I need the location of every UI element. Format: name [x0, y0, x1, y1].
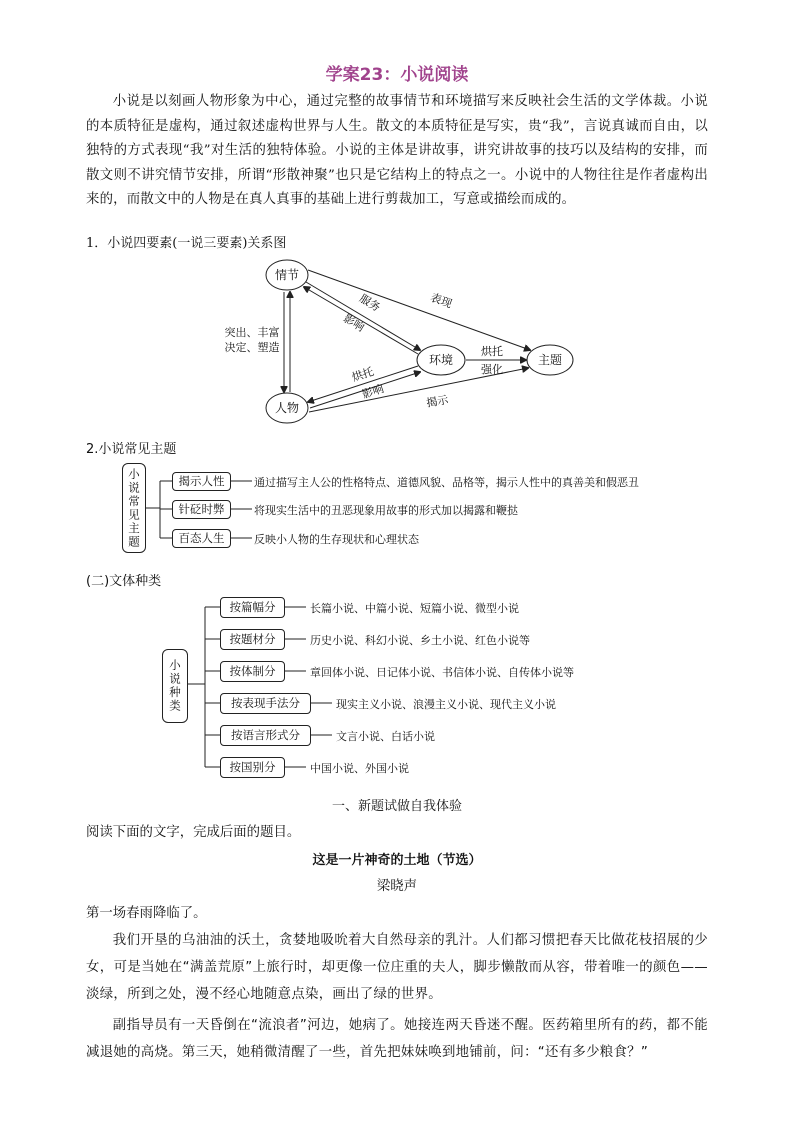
story-author: 梁晓声 [376, 879, 418, 894]
label-env-theme-a: 烘托 [481, 345, 503, 358]
node-people-label: 人物 [274, 401, 300, 415]
node-theme-label: 主题 [537, 353, 563, 367]
type-desc-form: 章回体小说、日记体小说、书信体小说、自传体小说等 [310, 666, 574, 679]
type-box-country: 按国别分 [220, 757, 285, 778]
types-root-box: 小说种类 [162, 649, 188, 723]
story-paragraph-3: 副指导员有一天昏倒在“流浪者”河边，她病了。她接连两天昏迷不醒。医药箱里所有的药，都不能减退她的高烧。第三天，她稍微清醒了一些，首先把妹妹唤到地铺前，问：“还有多少粮食？” [86, 1018, 708, 1060]
heading-four-elements: 1．小说四要素(一说三要素)关系图 [86, 236, 287, 251]
label-people-theme: 揭示 [425, 393, 450, 410]
label-left-2: 决定、塑造 [224, 341, 280, 354]
label-env-people-a: 烘托 [350, 365, 376, 385]
node-env-label: 环境 [428, 353, 454, 367]
theme-desc-life: 反映小人物的生存现状和心理状态 [254, 533, 419, 546]
heading-common-themes: 2.小说常见主题 [86, 442, 177, 457]
themes-root-box: 小说常见主题 [122, 463, 146, 553]
theme-desc-criticism: 将现实生活中的丑恶现象用故事的形式加以揭露和鞭挞 [254, 504, 518, 517]
story-title: 这是一片神奇的土地（节选） [312, 853, 482, 868]
theme-desc-humanity: 通过描写主人公的性格特点、道德风貌、品格等，揭示人性中的真善美和假恶丑 [254, 476, 639, 489]
type-box-form: 按体制分 [220, 661, 285, 682]
type-desc-language: 文言小说、白话小说 [336, 730, 435, 743]
page-title: 学案23：小说阅读 [325, 65, 469, 85]
type-box-language: 按语言形式分 [220, 725, 311, 746]
section-heading: 一、新题试做自我体验 [331, 799, 462, 814]
type-desc-technique: 现实主义小说、浪漫主义小说、现代主义小说 [336, 698, 556, 711]
story-paragraph-1: 第一场春雨降临了。 [86, 906, 207, 921]
type-box-length: 按篇幅分 [220, 597, 285, 618]
type-box-technique: 按表现手法分 [220, 693, 311, 714]
label-plot-env-b: 影响 [341, 311, 367, 335]
label-left-1: 突出、丰富 [224, 326, 280, 339]
node-plot-label: 情节 [274, 268, 300, 282]
label-env-theme-b: 强化 [481, 363, 503, 376]
reading-instruction: 阅读下面的文字，完成后面的题目。 [86, 825, 301, 840]
label-env-people-b: 影响 [360, 382, 386, 402]
type-desc-country: 中国小说、外国小说 [310, 762, 409, 775]
type-box-subject: 按题材分 [220, 629, 285, 650]
theme-box-criticism: 针砭时弊 [172, 500, 231, 519]
story-paragraph-2: 我们开垦的乌油油的沃土，贪婪地吸吮着大自然母亲的乳汁。人们都习惯把春天比做花枝招展的少女，可是当她在“满盖荒原”上旅行时，却更像一位庄重的夫人，脚步懒散而从容，带着唯一的颜色——淡绿，所到之处，漫不经心地随意点染，画出了绿的世界。 [86, 933, 708, 1002]
label-plot-theme: 表现 [428, 290, 454, 311]
heading-genre-types: (二)文体种类 [86, 574, 162, 589]
type-desc-length: 长篇小说、中篇小说、短篇小说、微型小说 [310, 602, 519, 615]
label-plot-env-a: 服务 [357, 291, 383, 315]
theme-box-humanity: 揭示人性 [172, 472, 231, 491]
theme-box-life: 百态人生 [172, 529, 231, 548]
type-desc-subject: 历史小说、科幻小说、乡土小说、红色小说等 [310, 634, 530, 647]
intro-paragraph: 小说是以刻画人物形象为中心，通过完整的故事情节和环境描写来反映社会生活的文学体裁。小说的本质特征是虚构，通过叙述虚构世界与人生。散文的本质特征是写实，贵“我”，言说真诚而自由，以独特的方式表现“我”对生活的独特体验。小说的主体是讲故事，讲究讲故事的技巧以及结构的安排，而散文则不讲究情节安排，所谓“形散神聚”也只是它结构上的特点之一。小说中的人物往往是作者虚构出来的，而散文中的人物是在真人真事的基础上进行剪裁加工，写意或描绘而成的。 [86, 94, 708, 207]
